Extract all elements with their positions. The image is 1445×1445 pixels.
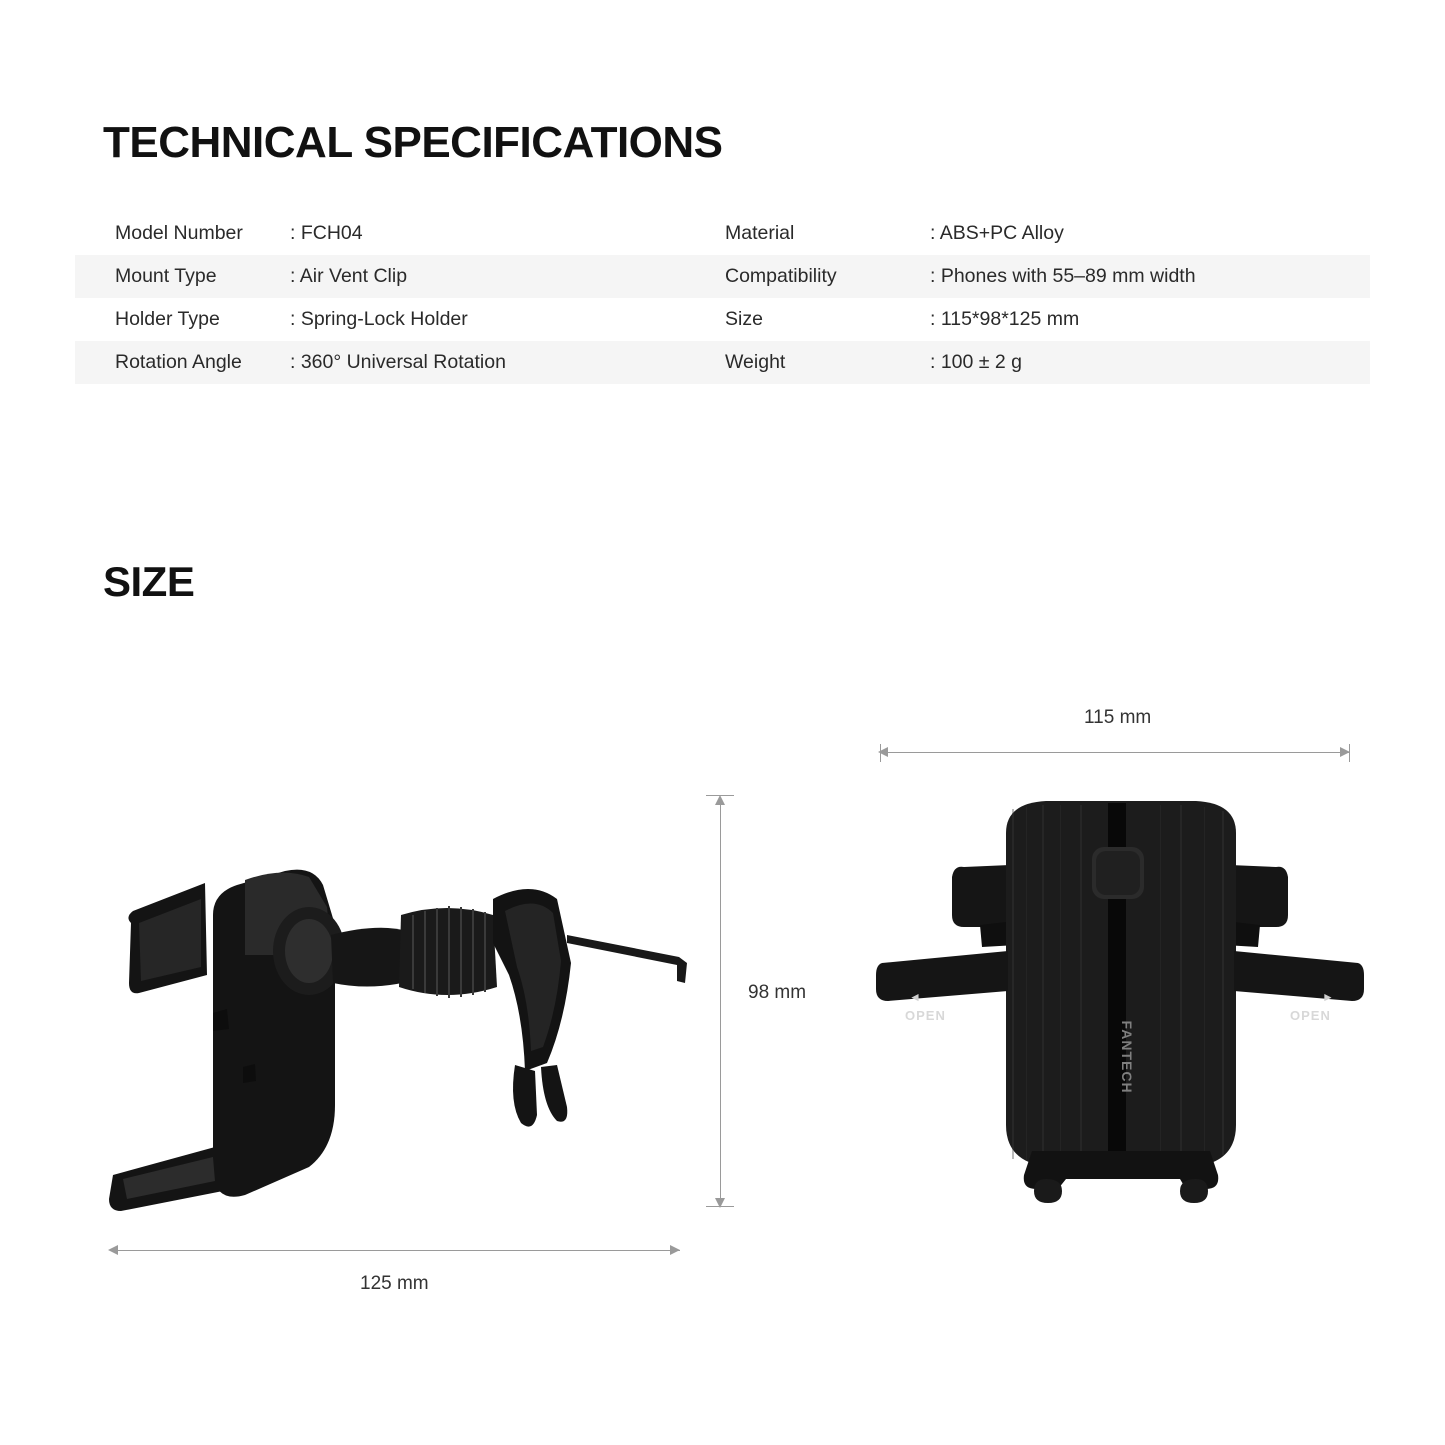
spec-label: Weight	[725, 351, 786, 373]
front-view-product-image	[860, 795, 1380, 1215]
side-height-dimension-line	[720, 802, 721, 1202]
side-width-label: 125 mm	[360, 1273, 429, 1294]
dimension-tick	[1349, 744, 1350, 762]
side-view-product-image	[95, 775, 725, 1225]
dimension-tick	[706, 1206, 734, 1207]
spec-label: Model Number	[115, 222, 243, 244]
arrowhead-left-icon	[108, 1245, 118, 1255]
spec-label: Rotation Angle	[115, 351, 242, 373]
spec-value: : Spring-Lock Holder	[290, 308, 468, 330]
spec-value: : FCH04	[290, 222, 363, 244]
arrow-left-icon: ◄	[909, 990, 921, 1004]
specifications-table	[75, 212, 1370, 384]
page-title: TECHNICAL SPECIFICATIONS	[103, 118, 723, 167]
spec-value: : 100 ± 2 g	[930, 351, 1023, 373]
side-height-label: 98 mm	[748, 982, 807, 1003]
size-diagram	[0, 660, 1445, 1340]
spec-value: : 360° Universal Rotation	[290, 351, 506, 373]
spec-label: Holder Type	[115, 308, 220, 330]
open-label-right: OPEN	[1290, 1008, 1331, 1023]
side-width-dimension-line	[110, 1250, 680, 1251]
spec-value: : 115*98*125 mm	[930, 308, 1080, 330]
spec-label: Material	[725, 222, 795, 244]
table-row	[75, 298, 1370, 341]
spec-label: Mount Type	[115, 265, 217, 287]
front-width-dimension-line	[880, 752, 1350, 753]
dimension-tick	[880, 744, 881, 762]
spec-value: : ABS+PC Alloy	[930, 222, 1064, 244]
spec-value: : Air Vent Clip	[290, 265, 408, 287]
table-row	[75, 212, 1370, 255]
size-section-title: SIZE	[103, 558, 195, 605]
spec-value: : Phones with 55–89 mm width	[930, 265, 1196, 287]
arrowhead-up-icon	[715, 795, 725, 805]
spec-label: Compatibility	[725, 265, 837, 287]
svg-text:FANTECH: FANTECH	[1119, 1020, 1135, 1094]
table-row	[75, 255, 1370, 298]
arrow-right-icon: ►	[1322, 990, 1334, 1004]
open-label-left: OPEN	[905, 1008, 946, 1023]
dimension-tick	[706, 795, 734, 796]
spec-label: Size	[725, 308, 763, 330]
table-row	[75, 341, 1370, 384]
front-width-label: 115 mm	[1084, 707, 1152, 728]
arrowhead-right-icon	[670, 1245, 680, 1255]
